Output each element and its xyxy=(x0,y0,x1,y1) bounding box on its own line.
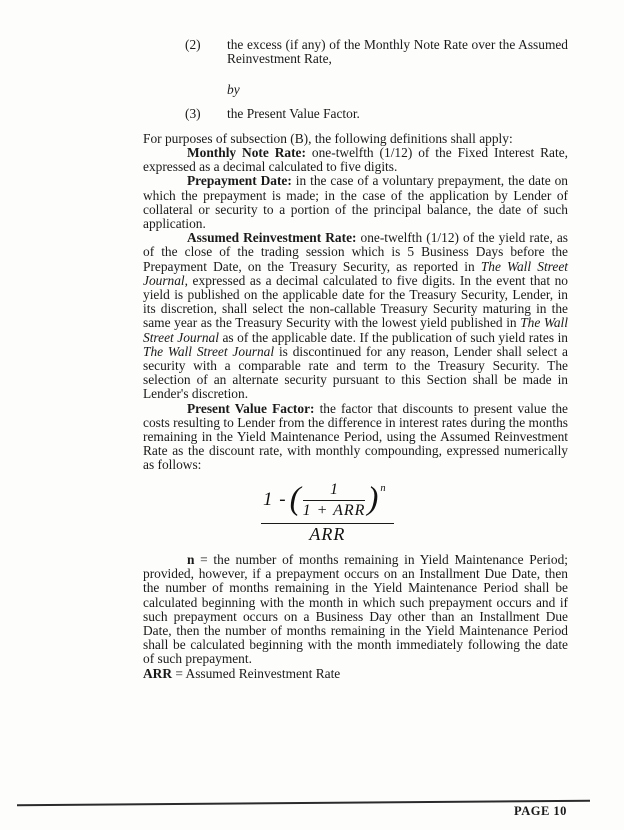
term-n: n xyxy=(187,551,195,567)
term-assumed-reinvestment-rate: Assumed Reinvestment Rate: xyxy=(187,230,357,246)
formula-numerator xyxy=(261,481,394,524)
clause-number: (3) xyxy=(185,105,201,121)
page-number-label: PAGE 10 xyxy=(514,804,567,818)
definition-body: = Assumed Reinvestment Rate xyxy=(172,665,341,681)
footer-rule xyxy=(17,800,590,807)
close-paren: ) xyxy=(367,480,379,517)
formula-leading-term: 1 - xyxy=(263,489,287,511)
open-paren: ( xyxy=(289,480,301,517)
definition-body: one-twelfth (1/12) of the yield rate, as of the close of the trading session which is 5 Business Days before the Prepayment Date, on the Treasury Security, as reported in xyxy=(143,230,568,274)
term-present-value-factor: Present Value Factor: xyxy=(187,400,315,416)
definition-body: in the case of a voluntary prepayment, the date on which the prepayment is made; in the case of the application by Lender of collateral or security to a portion of the principal balance, the date of such application. xyxy=(143,173,568,232)
clause-number: (2) xyxy=(185,37,201,52)
clause-item-3 xyxy=(185,107,568,121)
term-monthly-note-rate: Monthly Note Rate: xyxy=(187,145,306,161)
paragraph-monthly-note-rate xyxy=(143,146,568,174)
definition-body: one-twelfth (1/12) of the Fixed Interest Rate, expressed as a decimal calculated to five digits. xyxy=(143,145,568,175)
document-text-block xyxy=(143,38,568,681)
present-value-formula xyxy=(261,481,568,543)
formula-fraction xyxy=(261,480,394,544)
intro-paragraph: For purposes of subsection (B), the following definitions shall apply: xyxy=(143,130,513,146)
clause-text: the Present Value Factor. xyxy=(227,105,360,121)
formula-exponent: n xyxy=(380,482,386,494)
publication-name: The Wall Street Journal xyxy=(143,258,568,288)
formula-denominator: ARR xyxy=(309,523,346,544)
paragraph-prepayment-date xyxy=(143,174,568,231)
term-arr: ARR xyxy=(143,665,173,681)
definition-body: is discontinued for any reason, Lender shall select a security with a comparable rate and term to the Treasury Security. The selection of an alternate security pursuant to this Section shall be made in Lender's discretion. xyxy=(143,343,568,402)
paragraph-present-value-factor xyxy=(143,402,568,473)
paragraph-assumed-reinvestment-rate xyxy=(143,231,568,401)
formula-inner-fraction xyxy=(303,481,366,520)
inner-denominator: 1 + ARR xyxy=(302,501,366,519)
publication-name: The Wall Street Journal xyxy=(143,315,568,345)
publication-name: The Wall Street Journal xyxy=(143,343,275,359)
clause-text: the excess (if any) of the Monthly Note Rate over the Assumed Reinvestment Rate, xyxy=(227,37,568,67)
connector-word-by: by xyxy=(227,82,240,98)
definition-body: as of the applicable date. If the publication of such yield rates in xyxy=(218,329,568,345)
paragraph-n-definition xyxy=(143,553,568,667)
clause-item-2 xyxy=(185,38,568,66)
paragraph-arr-definition xyxy=(143,667,568,681)
definition-body: = the number of months remaining in Yield Maintenance Period; provided, however, if a prepayment occurs on an Installment Due Date, then the number of months remaining in the Yield Maintenance Period shall be calculated beginning with the month in which such prepayment occurs and if such prepayment occurs on a Business Day other than an Installment Due Date, then the number of months remaining in the Yield Maintenance Period shall be calculated beginning with the month immediately following the date of such prepayment. xyxy=(143,551,568,667)
definition-body: the factor that discounts to present value the costs resulting to Lender from the difference in interest rates during the months remaining in the Yield Maintenance Period, using the Assumed Reinvestment Rate as the discount rate, with monthly compounding, expressed numerically as follows: xyxy=(143,400,569,473)
definition-body: , expressed as a decimal calculated to five digits. In the event that no yield is published on the applicable date for the Treasury Security, Lender, in its discretion, shall select the non-callable Treasury Security maturing in the same year as the Treasury Security with the lowest yield published in xyxy=(143,272,568,331)
term-prepayment-date: Prepayment Date: xyxy=(187,173,292,189)
inner-numerator: 1 xyxy=(303,481,366,501)
